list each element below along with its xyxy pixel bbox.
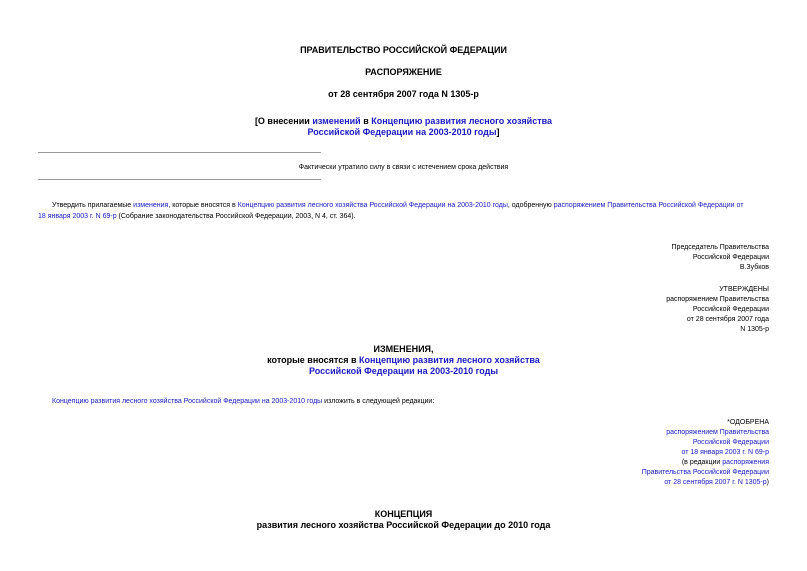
approved-title: УТВЕРЖДЕНЫ bbox=[719, 286, 769, 293]
subject-prefix: [О внесении bbox=[254, 116, 313, 126]
changes-link-concept-2[interactable]: Российской Федерации на 2003-2010 годы bbox=[308, 366, 499, 376]
endorsed-link-date2[interactable]: от 28 сентября 2007 г. N 1305-р bbox=[664, 479, 767, 486]
status-rule-top bbox=[38, 152, 321, 153]
document-date-number: от 28 сентября 2007 года N 1305-р bbox=[328, 89, 479, 99]
p1-link-changes[interactable]: изменения bbox=[133, 202, 169, 209]
p1-text-a: Утвердить прилагаемые bbox=[52, 202, 134, 209]
p1-link-order-date[interactable]: 18 января 2003 г. N 69-р bbox=[38, 213, 117, 220]
document-type: РАСПОРЯЖЕНИЕ bbox=[365, 67, 442, 77]
body-paragraph-line1 bbox=[52, 201, 743, 211]
endorsed-last-line bbox=[642, 478, 769, 488]
endorsed-link-order[interactable]: распоряжением Правительства bbox=[666, 429, 769, 436]
concept-title: КОНЦЕПЦИЯ bbox=[374, 509, 433, 519]
subject-suffix: ] bbox=[496, 127, 500, 137]
government-title: ПРАВИТЕЛЬСТВО РОССИЙСКОЙ ФЕДЕРАЦИИ bbox=[300, 45, 507, 55]
endorsed-close: ) bbox=[766, 479, 769, 486]
endorsed-edition bbox=[642, 458, 769, 468]
endorsed-link-order2[interactable]: распоряжения bbox=[722, 459, 769, 466]
status-note: Фактически утратило силу в связи с истечением срока действия bbox=[298, 164, 509, 171]
changes-text-rest: изложить в следующей редакции: bbox=[322, 398, 435, 405]
document-subject-line2 bbox=[0, 127, 807, 138]
signature-position: Председатель Правительства bbox=[671, 244, 769, 251]
changes-text-link[interactable]: Концепцию развития лесного хозяйства Российской Федерации на 2003-2010 годы bbox=[52, 398, 323, 405]
changes-text bbox=[52, 397, 434, 407]
changes-subtitle-line2 bbox=[0, 366, 807, 377]
approved-block bbox=[666, 285, 769, 335]
concept-subtitle: развития лесного хозяйства Российской Федерации до 2010 года bbox=[256, 520, 551, 530]
p1-text-d: (Собрание законодательства Российской Федерации, 2003, N 4, ст. 364). bbox=[116, 213, 356, 220]
subject-link-concept-2[interactable]: Российской Федерации на 2003-2010 годы bbox=[307, 127, 497, 137]
status-rule-bottom bbox=[38, 179, 321, 180]
p1-text-c: , одобренную bbox=[507, 202, 554, 209]
changes-sub-prefix: которые вносятся в bbox=[267, 355, 359, 365]
endorsed-title: *ОДОБРЕНА bbox=[727, 419, 769, 426]
changes-link-concept[interactable]: Концепцию развития лесного хозяйства bbox=[359, 355, 540, 365]
p1-text-b: , которые вносятся в bbox=[168, 202, 238, 209]
endorsed-edition-prefix: (в редакции bbox=[681, 459, 723, 466]
changes-subtitle bbox=[0, 355, 807, 366]
document-subject bbox=[0, 116, 807, 127]
signature-country: Российской Федерации bbox=[692, 254, 769, 261]
signature-block bbox=[672, 243, 769, 273]
approved-line5: N 1305-р bbox=[740, 326, 769, 333]
endorsed-link-country[interactable]: Российской Федерации bbox=[692, 439, 769, 446]
approved-line4: от 28 сентября 2007 года bbox=[686, 316, 769, 323]
subject-link-concept[interactable]: Концепцию развития лесного хозяйства bbox=[371, 116, 553, 126]
p1-link-concept[interactable]: Концепцию развития лесного хозяйства Российской Федерации на 2003-2010 годы bbox=[237, 202, 508, 209]
subject-mid: в bbox=[360, 116, 372, 126]
approved-line3: Российской Федерации bbox=[692, 306, 769, 313]
subject-link-changes[interactable]: изменений bbox=[312, 116, 361, 126]
p1-link-order[interactable]: распоряжением Правительства Российской Федерации от bbox=[553, 202, 744, 209]
endorsed-link-date[interactable]: от 18 января 2003 г. N 69-р bbox=[681, 449, 769, 456]
endorsed-block bbox=[642, 418, 769, 488]
endorsed-link-government[interactable]: Правительства Российской Федерации bbox=[641, 469, 769, 476]
signature-name: В.Зубков bbox=[739, 264, 769, 271]
changes-title: ИЗМЕНЕНИЯ, bbox=[373, 344, 434, 354]
body-paragraph-line2 bbox=[38, 212, 356, 222]
approved-line2: распоряжением Правительства bbox=[666, 296, 769, 303]
